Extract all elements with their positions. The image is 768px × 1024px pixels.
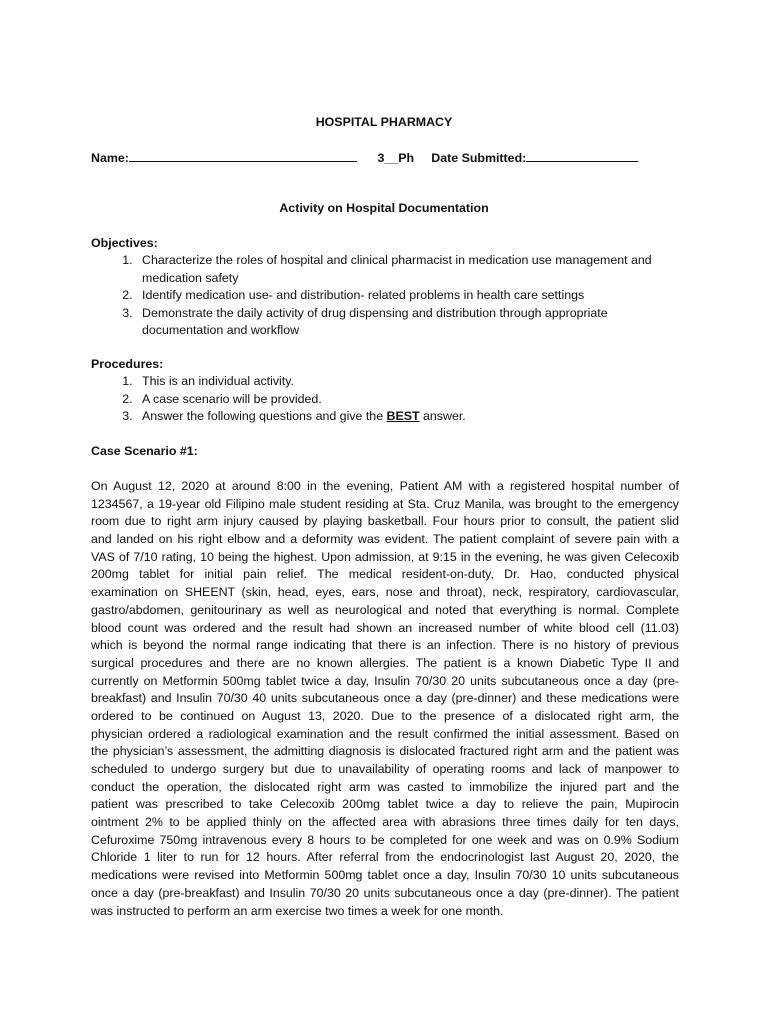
- paragraph-line: ordered to be continued on August 13, 2020. Due to the presence of a dislocated right arm, the: [91, 708, 679, 723]
- procedures-heading: Procedures:: [91, 357, 164, 371]
- procedures-list: [91, 373, 681, 425]
- paragraph-line: medications were revised into Metformin 500mg tablet once a day, Insulin 70/30 10 units subcutaneous: [91, 868, 679, 883]
- objectives-list: [91, 252, 681, 339]
- objectives-section: [91, 235, 681, 339]
- procedure-text: Answer the following questions and give the: [142, 409, 387, 424]
- paragraph-line: Cefuroxime 750mg intravenous every 8 hours to be completed for one week and was on 0.9% Sodium: [91, 832, 679, 847]
- procedure-item: 1. This is an individual activity.: [136, 373, 681, 390]
- paragraph-line: blood count was ordered and the result had shown an increased number of white blood cell (11.03): [91, 620, 679, 635]
- activity-title: Activity on Hospital Documentation: [279, 201, 489, 215]
- paragraph-line: scheduled to undergo surgery but due to unavailability of operating rooms and lack of manpower to: [91, 762, 679, 776]
- paragraph-line: On August 12, 2020 at around 8:00 in the evening, Patient AM with a registered hospital number of: [91, 479, 679, 493]
- paragraph-line: physician ordered a radiological examination and the result confirmed the initial assessment. Based on: [91, 726, 679, 741]
- objective-item: 3. Demonstrate the daily activity of drug dispensing and distribution through appropriate documentation and workflow: [136, 305, 681, 340]
- best-emphasis: BEST: [386, 409, 420, 424]
- paragraph-line: once a day (pre-breakfast) and Insulin 70/30 20 units subcutaneous once a day (pre-dinner). The patient: [91, 885, 679, 900]
- paragraph-line: and landed on his right elbow and a deformity was evident. The patient complaint of severe pain with a: [91, 532, 679, 547]
- objective-item: 2. Identify medication use- and distribution- related problems in health care settings: [136, 287, 681, 304]
- procedure-item: 2. A case scenario will be provided.: [136, 391, 681, 408]
- name-label: Name:: [91, 151, 129, 165]
- case-scenario-title: Case Scenario #1:: [91, 444, 198, 458]
- document-title: HOSPITAL PHARMACY: [315, 115, 453, 129]
- objectives-heading: Objectives:: [91, 236, 158, 250]
- procedure-text: answer.: [419, 409, 466, 424]
- name-blank: [129, 148, 357, 162]
- paragraph-line: surgical procedures and there are no known allergies. The patient is a known Diabetic Type II and: [91, 655, 679, 670]
- objective-item: 1. Characterize the roles of hospital and clinical pharmacist in medication use management and medication safety: [136, 252, 681, 287]
- paragraph-line: 200mg tablet for initial pain relief. The medical resident-on-duty, Dr. Hao, conducted physical: [91, 567, 679, 582]
- paragraph-line: breakfast) and Insulin 70/30 40 units subcutaneous once a day (pre-dinner) and these medications were: [91, 691, 679, 706]
- paragraph-line: room due to right arm injury caused by playing basketball. Four hours prior to consult, the patient slid: [91, 514, 679, 529]
- paragraph-line: patient was prescribed to take Celecoxib 200mg tablet twice a day to relieve the pain, Mupirocin: [91, 797, 679, 812]
- student-info-line: [91, 148, 638, 167]
- paragraph-line: currently on Metformin 500mg tablet twice a day, Insulin 70/30 20 units subcutaneous once a day (pre-: [91, 673, 679, 688]
- paragraph-line: the physician’s assessment, the admitting diagnosis is dislocated fractured right arm and the patient was: [91, 744, 679, 759]
- paragraph-line: 1234567, a 19-year old Filipino male student residing at Sta. Cruz Manila, was brought to the emergency: [91, 496, 679, 511]
- paragraph-line: VAS of 7/10 rating, 10 being the highest. Upon admission, at 9:15 in the evening, he was given Celecoxib: [91, 549, 679, 564]
- paragraph-line: examination on SHEENT (skin, head, eyes, ears, nose and throat), neck, respiratory, cardiovascular,: [91, 585, 679, 600]
- procedure-item: [136, 408, 681, 425]
- section-label: 3__Ph: [377, 151, 415, 165]
- paragraph-line: conduct the operation, the dislocated right arm was casted to immobilize the injured part and the: [91, 779, 679, 794]
- case-scenario-paragraph: [91, 478, 679, 920]
- date-submitted-label: Date Submitted:: [431, 151, 527, 165]
- procedures-section: [91, 356, 681, 426]
- paragraph-line: ointment 2% to be applied thinly on the affected area with abrasions three times daily for ten days,: [91, 815, 679, 830]
- paragraph-line: which is beyond the normal range indicating that there is an infection. There is no history of previous: [91, 638, 679, 653]
- date-blank: [526, 148, 638, 162]
- paragraph-line: gastro/abdomen, genitourinary as well as neurological and noted that everything is normal. Complete: [91, 602, 679, 617]
- paragraph-line: Chloride 1 liter to run for 12 hours. After referral from the endocrinologist last August 20, 2020, the: [91, 850, 679, 865]
- paragraph-line: was instructed to perform an arm exercise two times a week for one month.: [91, 903, 504, 918]
